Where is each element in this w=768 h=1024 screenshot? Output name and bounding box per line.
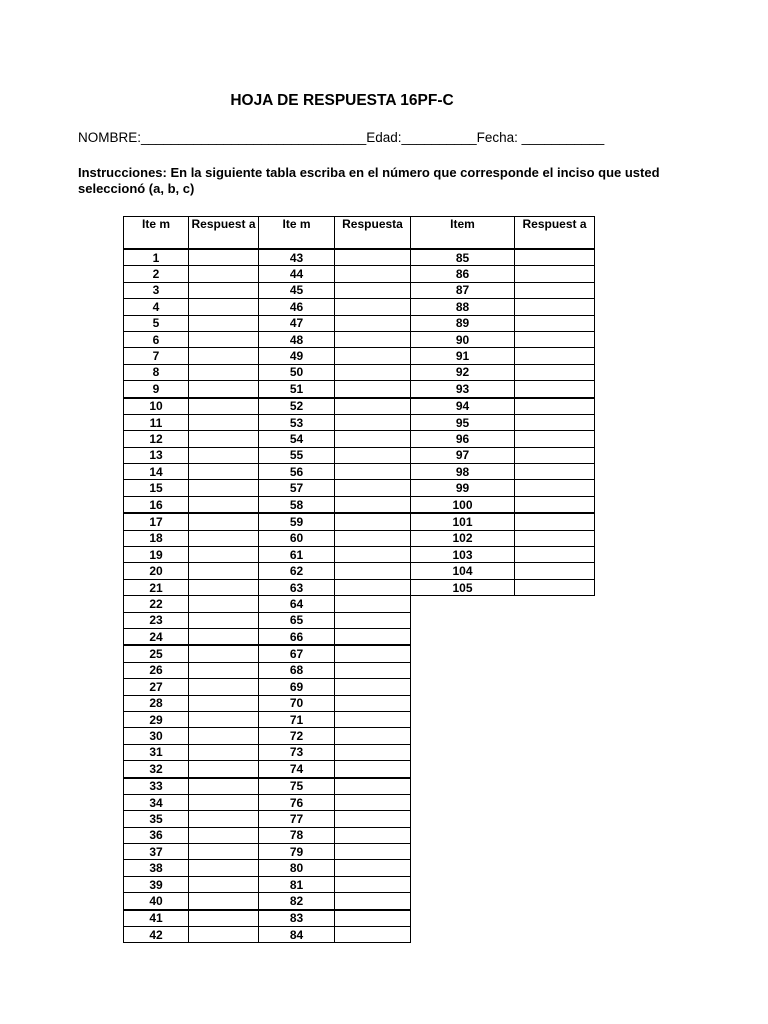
- answer-cell[interactable]: [335, 579, 411, 595]
- answer-cell[interactable]: [189, 860, 259, 876]
- table-row: [124, 778, 411, 795]
- answer-cell[interactable]: [335, 496, 411, 513]
- answer-cell[interactable]: [189, 695, 259, 711]
- item-number: 68: [259, 662, 335, 678]
- item-number: 65: [259, 612, 335, 628]
- answer-cell[interactable]: [189, 464, 259, 480]
- answer-cell[interactable]: [189, 794, 259, 810]
- header-item-2: Ite m: [259, 217, 335, 250]
- header-answer-2: Respuesta: [335, 217, 411, 250]
- item-number: 23: [124, 612, 189, 628]
- answer-cell[interactable]: [335, 513, 411, 530]
- answer-cell[interactable]: [335, 910, 411, 927]
- table-row: [124, 398, 411, 415]
- answer-cell[interactable]: [189, 282, 259, 298]
- answer-cell[interactable]: [189, 431, 259, 447]
- answer-cell[interactable]: [189, 266, 259, 282]
- answer-cell[interactable]: [515, 299, 595, 315]
- table-row: [124, 496, 411, 513]
- table-row: [124, 893, 411, 910]
- item-number: 18: [124, 530, 189, 546]
- answer-cell[interactable]: [189, 744, 259, 760]
- item-number: 1: [124, 249, 189, 266]
- item-number: 10: [124, 398, 189, 415]
- table-row: [411, 348, 595, 364]
- table-row: [411, 530, 595, 546]
- answer-cell[interactable]: [515, 315, 595, 331]
- item-number: 56: [259, 464, 335, 480]
- answer-cell[interactable]: [335, 662, 411, 678]
- item-number: 24: [124, 628, 189, 645]
- item-number: 59: [259, 513, 335, 530]
- answer-cell[interactable]: [335, 596, 411, 612]
- item-number: 8: [124, 364, 189, 380]
- answer-cell[interactable]: [335, 612, 411, 628]
- answer-cell[interactable]: [335, 645, 411, 662]
- item-number: 49: [259, 348, 335, 364]
- header-item-1: Ite m: [124, 217, 189, 250]
- table-row: [124, 447, 411, 463]
- table-row: [124, 612, 411, 628]
- answer-table-left: [123, 216, 411, 943]
- item-number: 19: [124, 547, 189, 563]
- answer-cell[interactable]: [515, 513, 595, 530]
- table-row: [124, 348, 411, 364]
- answer-cell[interactable]: [189, 876, 259, 892]
- item-number: 46: [259, 299, 335, 315]
- item-number: 69: [259, 679, 335, 695]
- table-row: [411, 249, 595, 266]
- page-title: HOJA DE RESPUESTA 16PF-C: [230, 92, 454, 109]
- answer-cell[interactable]: [335, 480, 411, 496]
- item-number: 20: [124, 563, 189, 579]
- table-row: [411, 480, 595, 496]
- table-row: [124, 827, 411, 843]
- table-row: [124, 266, 411, 282]
- table-row: [411, 364, 595, 380]
- answer-cell[interactable]: [335, 695, 411, 711]
- table-row: [411, 447, 595, 463]
- answer-cell[interactable]: [515, 563, 595, 579]
- answer-cell[interactable]: [335, 728, 411, 744]
- item-number: 34: [124, 794, 189, 810]
- answer-cell[interactable]: [189, 662, 259, 678]
- item-number: 98: [411, 464, 515, 480]
- answer-cell[interactable]: [189, 811, 259, 827]
- item-number: 101: [411, 513, 515, 530]
- answer-cell[interactable]: [515, 414, 595, 430]
- item-number: 72: [259, 728, 335, 744]
- item-number: 38: [124, 860, 189, 876]
- item-number: 76: [259, 794, 335, 810]
- item-number: 90: [411, 331, 515, 347]
- table-row: [124, 282, 411, 298]
- table-row: [124, 711, 411, 727]
- answer-cell[interactable]: [189, 711, 259, 727]
- item-number: 15: [124, 480, 189, 496]
- answer-cell[interactable]: [189, 761, 259, 778]
- answer-cell[interactable]: [189, 331, 259, 347]
- answer-cell[interactable]: [189, 381, 259, 398]
- item-number: 28: [124, 695, 189, 711]
- answer-cell[interactable]: [335, 794, 411, 810]
- item-number: 3: [124, 282, 189, 298]
- answer-cell[interactable]: [189, 447, 259, 463]
- answer-cell[interactable]: [189, 778, 259, 795]
- item-number: 48: [259, 331, 335, 347]
- answer-cell[interactable]: [189, 348, 259, 364]
- table-row: [411, 381, 595, 398]
- table-row: [124, 910, 411, 927]
- answer-cell[interactable]: [335, 860, 411, 876]
- item-number: 105: [411, 579, 515, 595]
- table-row: [124, 695, 411, 711]
- answer-cell[interactable]: [335, 299, 411, 315]
- item-number: 97: [411, 447, 515, 463]
- item-number: 44: [259, 266, 335, 282]
- table-row: [124, 299, 411, 315]
- item-number: 99: [411, 480, 515, 496]
- item-number: 9: [124, 381, 189, 398]
- answer-cell[interactable]: [335, 331, 411, 347]
- table-row: [124, 662, 411, 678]
- answer-cell[interactable]: [515, 398, 595, 415]
- item-number: 92: [411, 364, 515, 380]
- edad-field[interactable]: __________: [401, 130, 477, 145]
- answer-cell[interactable]: [189, 513, 259, 530]
- item-number: 22: [124, 596, 189, 612]
- item-number: 11: [124, 414, 189, 430]
- table-row: [411, 414, 595, 430]
- answer-cell[interactable]: [189, 679, 259, 695]
- answer-cell[interactable]: [335, 827, 411, 843]
- table-row: [124, 579, 411, 595]
- item-number: 89: [411, 315, 515, 331]
- table-row: [124, 563, 411, 579]
- answer-cell[interactable]: [335, 398, 411, 415]
- answer-cell[interactable]: [189, 844, 259, 860]
- item-number: 25: [124, 645, 189, 662]
- item-number: 55: [259, 447, 335, 463]
- answer-cell[interactable]: [189, 596, 259, 612]
- item-number: 50: [259, 364, 335, 380]
- answer-cell[interactable]: [189, 612, 259, 628]
- item-number: 95: [411, 414, 515, 430]
- table-row: [411, 266, 595, 282]
- answer-cell[interactable]: [335, 811, 411, 827]
- item-number: 6: [124, 331, 189, 347]
- answer-cell[interactable]: [515, 331, 595, 347]
- answer-cell[interactable]: [189, 579, 259, 595]
- item-number: 73: [259, 744, 335, 760]
- item-number: 52: [259, 398, 335, 415]
- table-row: [411, 496, 595, 513]
- item-number: 7: [124, 348, 189, 364]
- item-number: 21: [124, 579, 189, 595]
- item-number: 85: [411, 249, 515, 266]
- answer-cell[interactable]: [189, 299, 259, 315]
- item-number: 82: [259, 893, 335, 910]
- item-number: 104: [411, 563, 515, 579]
- item-number: 81: [259, 876, 335, 892]
- item-number: 12: [124, 431, 189, 447]
- table-row: [124, 811, 411, 827]
- table-row: [124, 596, 411, 612]
- answer-cell[interactable]: [335, 431, 411, 447]
- answer-cell[interactable]: [189, 910, 259, 927]
- item-number: 93: [411, 381, 515, 398]
- item-number: 64: [259, 596, 335, 612]
- answer-cell[interactable]: [335, 876, 411, 892]
- answer-cell[interactable]: [335, 266, 411, 282]
- table-row: [124, 679, 411, 695]
- answer-cell[interactable]: [515, 464, 595, 480]
- table-row: [411, 398, 595, 415]
- answer-cell[interactable]: [335, 530, 411, 546]
- item-number: 42: [124, 927, 189, 943]
- item-number: 41: [124, 910, 189, 927]
- table-row: [124, 860, 411, 876]
- answer-cell[interactable]: [515, 381, 595, 398]
- item-number: 40: [124, 893, 189, 910]
- table-row: [411, 513, 595, 530]
- answer-table-right: [410, 216, 595, 596]
- item-number: 32: [124, 761, 189, 778]
- answer-cell[interactable]: [189, 547, 259, 563]
- item-number: 75: [259, 778, 335, 795]
- item-number: 45: [259, 282, 335, 298]
- item-number: 94: [411, 398, 515, 415]
- item-number: 39: [124, 876, 189, 892]
- answer-cell[interactable]: [335, 447, 411, 463]
- table-row: [124, 761, 411, 778]
- item-number: 71: [259, 711, 335, 727]
- table-row: [124, 744, 411, 760]
- table-row: [124, 628, 411, 645]
- table-row: [124, 844, 411, 860]
- answer-cell[interactable]: [515, 447, 595, 463]
- table-row: [411, 464, 595, 480]
- answer-cell[interactable]: [515, 579, 595, 595]
- answer-cell[interactable]: [335, 563, 411, 579]
- answer-cell[interactable]: [515, 496, 595, 513]
- item-number: 70: [259, 695, 335, 711]
- answer-cell[interactable]: [189, 480, 259, 496]
- answer-cell[interactable]: [189, 398, 259, 415]
- answer-cell[interactable]: [515, 266, 595, 282]
- answer-cell[interactable]: [189, 496, 259, 513]
- answer-cell[interactable]: [515, 480, 595, 496]
- table-row: [124, 927, 411, 943]
- table-row: [411, 563, 595, 579]
- item-number: 31: [124, 744, 189, 760]
- answer-cell[interactable]: [335, 778, 411, 795]
- answer-cell[interactable]: [515, 364, 595, 380]
- answer-cell[interactable]: [189, 563, 259, 579]
- answer-cell[interactable]: [189, 628, 259, 645]
- answer-cell[interactable]: [189, 315, 259, 331]
- item-number: 36: [124, 827, 189, 843]
- answer-cell[interactable]: [335, 464, 411, 480]
- answer-cell[interactable]: [189, 364, 259, 380]
- answer-cell[interactable]: [335, 628, 411, 645]
- answer-cell[interactable]: [189, 893, 259, 910]
- answer-cell[interactable]: [515, 431, 595, 447]
- answer-cell[interactable]: [189, 530, 259, 546]
- table-row: [124, 381, 411, 398]
- item-number: 37: [124, 844, 189, 860]
- item-number: 83: [259, 910, 335, 927]
- table-row: [124, 464, 411, 480]
- item-number: 5: [124, 315, 189, 331]
- table-row: [411, 579, 595, 595]
- answer-cell[interactable]: [189, 414, 259, 430]
- item-number: 79: [259, 844, 335, 860]
- table-row: [124, 794, 411, 810]
- table-row: [411, 331, 595, 347]
- table-row: [124, 331, 411, 347]
- header-answer-1: Respuest a: [189, 217, 259, 250]
- table-row: [124, 414, 411, 430]
- item-number: 103: [411, 547, 515, 563]
- item-number: 80: [259, 860, 335, 876]
- item-number: 57: [259, 480, 335, 496]
- item-number: 51: [259, 381, 335, 398]
- item-number: 2: [124, 266, 189, 282]
- table-row: [124, 513, 411, 530]
- table-row: [124, 364, 411, 380]
- answer-cell[interactable]: [335, 364, 411, 380]
- table-row: [124, 645, 411, 662]
- item-number: 96: [411, 431, 515, 447]
- item-number: 27: [124, 679, 189, 695]
- answer-cell[interactable]: [335, 893, 411, 910]
- answer-cell[interactable]: [515, 547, 595, 563]
- nombre-field[interactable]: ______________________________: [141, 130, 367, 145]
- answer-cell[interactable]: [515, 282, 595, 298]
- table-row: [411, 315, 595, 331]
- answer-cell[interactable]: [189, 827, 259, 843]
- item-number: 102: [411, 530, 515, 546]
- item-number: 53: [259, 414, 335, 430]
- header-item-3: Item: [411, 217, 515, 250]
- table-row: [124, 876, 411, 892]
- item-number: 17: [124, 513, 189, 530]
- answer-cell[interactable]: [335, 744, 411, 760]
- answer-cell[interactable]: [189, 927, 259, 943]
- answer-cell[interactable]: [335, 547, 411, 563]
- answer-cell[interactable]: [335, 711, 411, 727]
- item-number: 63: [259, 579, 335, 595]
- item-number: 61: [259, 547, 335, 563]
- item-number: 62: [259, 563, 335, 579]
- table-row: [411, 431, 595, 447]
- answer-cell[interactable]: [189, 645, 259, 662]
- answer-cell[interactable]: [515, 348, 595, 364]
- answer-cell[interactable]: [335, 249, 411, 266]
- table-row: [124, 530, 411, 546]
- item-number: 13: [124, 447, 189, 463]
- item-number: 47: [259, 315, 335, 331]
- answer-cell[interactable]: [515, 249, 595, 266]
- item-number: 58: [259, 496, 335, 513]
- answer-cell[interactable]: [515, 530, 595, 546]
- item-number: 67: [259, 645, 335, 662]
- item-number: 91: [411, 348, 515, 364]
- nombre-label: NOMBRE:: [78, 130, 142, 145]
- item-number: 77: [259, 811, 335, 827]
- instructions: Instrucciones: En la siguiente tabla escriba en el número que corresponde el inciso que usted seleccionó (a, b, c): [78, 165, 660, 196]
- answer-cell[interactable]: [335, 761, 411, 778]
- fecha-field[interactable]: ___________: [517, 130, 605, 145]
- table-row: [411, 282, 595, 298]
- answer-cell[interactable]: [335, 282, 411, 298]
- table-row: [124, 728, 411, 744]
- table-row: [124, 547, 411, 563]
- item-number: 86: [411, 266, 515, 282]
- table-row: [411, 547, 595, 563]
- item-number: 29: [124, 711, 189, 727]
- answer-cell[interactable]: [335, 348, 411, 364]
- edad-label: Edad:: [366, 130, 402, 145]
- table-row: [124, 249, 411, 266]
- item-number: 14: [124, 464, 189, 480]
- table-row: [124, 315, 411, 331]
- item-number: 84: [259, 927, 335, 943]
- item-number: 87: [411, 282, 515, 298]
- answer-cell[interactable]: [189, 249, 259, 266]
- item-number: 30: [124, 728, 189, 744]
- item-number: 78: [259, 827, 335, 843]
- item-number: 4: [124, 299, 189, 315]
- item-number: 88: [411, 299, 515, 315]
- answer-cell[interactable]: [335, 315, 411, 331]
- table-row: [124, 480, 411, 496]
- table-row: [411, 299, 595, 315]
- item-number: 26: [124, 662, 189, 678]
- item-number: 74: [259, 761, 335, 778]
- item-number: 60: [259, 530, 335, 546]
- header-answer-3: Respuest a: [515, 217, 595, 250]
- answer-cell[interactable]: [335, 927, 411, 943]
- item-number: 54: [259, 431, 335, 447]
- item-number: 16: [124, 496, 189, 513]
- header-fields: [78, 130, 604, 145]
- answer-cell[interactable]: [335, 381, 411, 398]
- answer-cell[interactable]: [335, 414, 411, 430]
- fecha-label: Fecha:: [476, 130, 518, 145]
- item-number: 100: [411, 496, 515, 513]
- item-number: 43: [259, 249, 335, 266]
- answer-cell[interactable]: [335, 679, 411, 695]
- item-number: 33: [124, 778, 189, 795]
- table-row: [124, 431, 411, 447]
- answer-cell[interactable]: [335, 844, 411, 860]
- answer-cell[interactable]: [189, 728, 259, 744]
- item-number: 66: [259, 628, 335, 645]
- item-number: 35: [124, 811, 189, 827]
